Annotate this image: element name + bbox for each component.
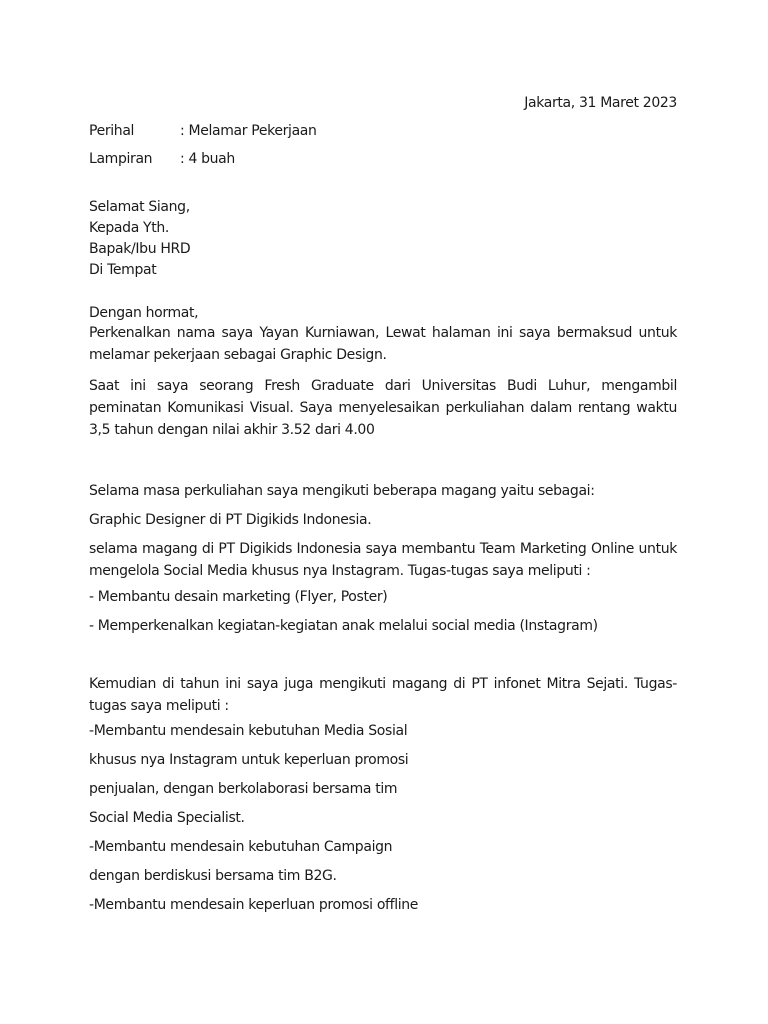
internship-1-task-1: - Membantu desain marketing (Flyer, Poster) [89,589,388,605]
task-line: -Membantu mendesain kebutuhan Media Sosial [89,723,408,739]
task-line: -Membantu mendesain kebutuhan Campaign [89,839,393,855]
education-paragraph: Saat ini saya seorang Fresh Graduate dari Universitas Budi Luhur, mengambil peminatan Komunikasi Visual. Saya menyelesaikan perkuliahan dalam rentang waktu 3,5 tahun dengan nilai akhir 3.52 dari 4.00 [89,378,677,438]
task-line: -Membantu mendesain keperluan promosi offline [89,897,419,913]
letter-date: Jakarta, 31 Maret 2023 [524,95,677,111]
internship-intro: Selama masa perkuliahan saya mengikuti beberapa magang yaitu sebagai: [89,483,595,499]
perihal-value: : Melamar Pekerjaan [180,123,317,139]
recipient-line-2: Bapak/Ibu HRD [89,241,191,257]
lampiran-value: : 4 buah [180,151,235,167]
internship-1-title: Graphic Designer di PT Digikids Indonesia. [89,512,372,528]
internship-1-task-2: - Memperkenalkan kegiatan-kegiatan anak melalui social media (Instagram) [89,618,598,634]
perihal-label: Perihal [89,123,135,139]
salutation: Dengan hormat, [89,305,199,321]
task-line: dengan berdiskusi bersama tim B2G. [89,868,337,884]
intro-paragraph: Perkenalkan nama saya Yayan Kurniawan, Lewat halaman ini saya bermaksud untuk melamar pekerjaan sebagai Graphic Design. [89,325,677,363]
task-line: khusus nya Instagram untuk keperluan promosi [89,752,409,768]
task-line: Social Media Specialist. [89,810,245,826]
recipient-line-3: Di Tempat [89,262,157,278]
lampiran-label: Lampiran [89,151,153,167]
greeting: Selamat Siang, [89,199,190,215]
task-line: penjualan, dengan berkolaborasi bersama tim [89,781,398,797]
recipient-line-1: Kepada Yth. [89,220,169,236]
internship-2-intro: Kemudian di tahun ini saya juga mengikuti magang di PT infonet Mitra Sejati. Tugas-tugas saya meliputi : [89,676,677,714]
internship-1-description: selama magang di PT Digikids Indonesia saya membantu Team Marketing Online untuk mengelola Social Media khusus nya Instagram. Tugas-tugas saya meliputi : [89,541,677,579]
